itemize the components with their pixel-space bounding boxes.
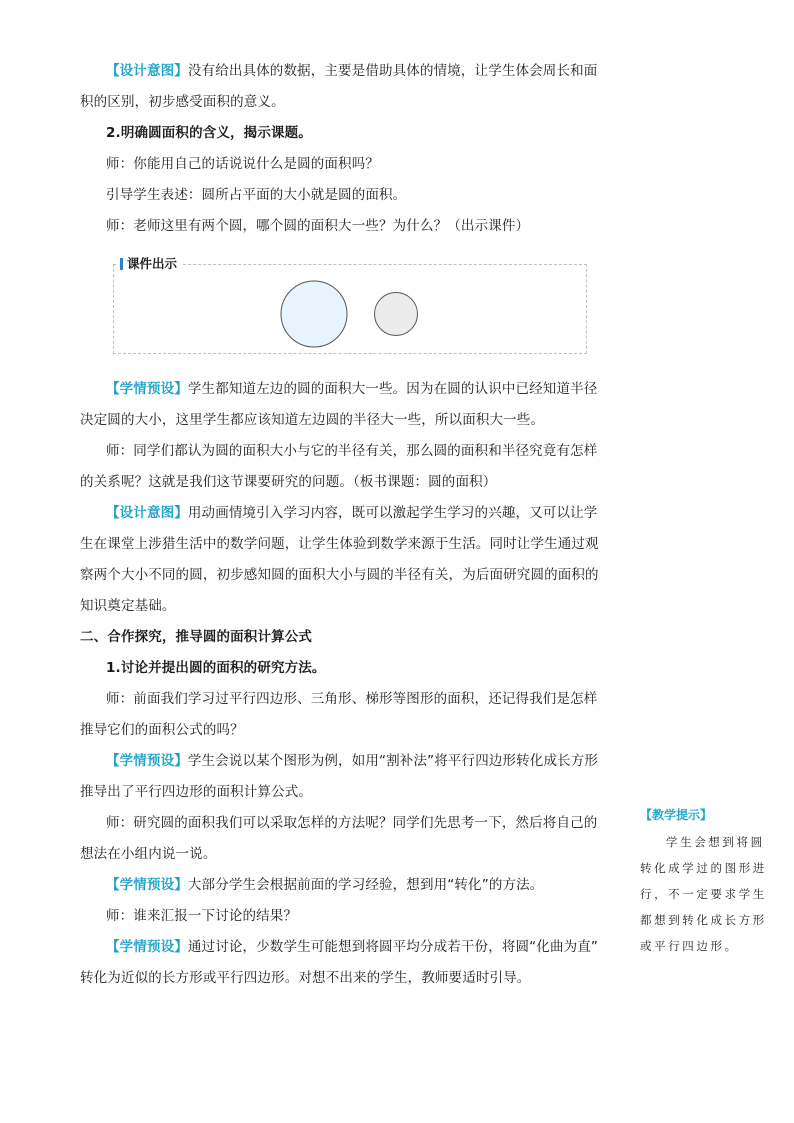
small-circle: [375, 293, 418, 336]
tag-label: 【学情预设】: [106, 381, 188, 397]
teaching-tip-line: 或平行四边形。: [640, 939, 739, 953]
paragraph-continuation: 推导出了平行四边形的面积计算公式。: [80, 784, 313, 800]
paragraph-text: 学生都知道左边的圆的面积大一些。因为在圆的认识中已经知道半径: [187, 381, 598, 397]
teacher-question: 师：你能用自己的话说说什么是圆的面积吗？: [106, 156, 379, 172]
paragraph-text: 通过讨论，少数学生可能想到将圆平均分成若干份，将圆“化曲为直”: [187, 939, 599, 955]
teacher-question-report: 师：谁来汇报一下讨论的结果？: [106, 908, 298, 924]
paragraph-text: 学生会说以某个图形为例，如用“割补法”将平行四边形转化成长方形: [187, 753, 599, 769]
subsection-heading-method: 1.讨论并提出圆的面积的研究方法。: [106, 660, 326, 676]
tag-label: 【设计意图】: [106, 505, 188, 521]
paragraph-continuation: 转化为近似的长方形或平行四边形。对想不出来的学生，教师要适时引导。: [80, 970, 531, 986]
teaching-tip-line: 都想到转化成长方形: [640, 913, 767, 927]
teaching-tip-line: 转化成学过的图形进: [640, 861, 767, 875]
paragraph-continuation: 知识奠定基础。: [80, 598, 176, 614]
paragraph-student-prediction-4: [80, 932, 610, 963]
paragraph-continuation: 察两个大小不同的圆，初步感知圆的面积大小与圆的半径有关，为后面研究圆的面积的: [80, 567, 599, 583]
paragraph-continuation: 推导它们的面积公式的吗？: [80, 722, 244, 738]
teacher-question-method: 师：研究圆的面积我们可以采取怎样的方法呢？同学们先思考一下，然后将自己的: [106, 815, 598, 831]
paragraph-text: 大部分学生会根据前面的学习经验，想到用“转化”的方法。: [187, 877, 544, 893]
paragraph-continuation: 想法在小组内说一说。: [80, 846, 217, 862]
teaching-tip-line: 行，不一定要求学生: [640, 887, 767, 901]
tag-label: 【学情预设】: [106, 939, 188, 955]
paragraph-text: 用动画情境引入学习内容，既可以激起学生学习的兴趣，又可以让学: [187, 505, 598, 521]
tag-label: 【学情预设】: [106, 753, 188, 769]
teacher-question-formulas: 师：前面我们学习过平行四边形、三角形、梯形等图形的面积，还记得我们是怎样: [106, 691, 598, 707]
paragraph-continuation: 积的区别，初步感受面积的意义。: [80, 94, 285, 110]
tag-label: 【学情预设】: [106, 877, 188, 893]
paragraph-text: 没有给出具体的数据，主要是借助具体的情境，让学生体会周长和面: [187, 63, 598, 79]
teacher-statement-radius: 师：同学们都认为圆的面积大小与它的半径有关，那么圆的面积和半径究竟有怎样: [106, 443, 598, 459]
paragraph-continuation: 决定圆的大小，这里学生都应该知道左边圆的半径大一些，所以面积大一些。: [80, 412, 545, 428]
guide-student-statement: 引导学生表述：圆所占平面的大小就是圆的面积。: [106, 187, 407, 203]
courseware-box: [113, 256, 587, 354]
lesson-content: [80, 56, 610, 994]
paragraph-design-intent-1: [80, 56, 610, 87]
paragraph-student-prediction-2: [80, 746, 610, 777]
paragraph-design-intent-2: [80, 498, 610, 529]
paragraph-student-prediction-3: [80, 870, 610, 901]
paragraph-student-prediction-1: [80, 374, 610, 405]
paragraph-continuation: 生在课堂上涉猎生活中的数学问题，让学生体验到数学来源于生活。同时让学生通过观: [80, 536, 599, 552]
section-heading-circle-area-meaning: 2.明确圆面积的含义，揭示课题。: [106, 125, 312, 141]
courseware-title-text: 课件出示: [127, 256, 178, 271]
teaching-tip-sidebar: [640, 806, 767, 959]
large-circle: [281, 281, 347, 347]
tag-label: 【设计意图】: [106, 63, 188, 79]
teacher-question-two-circles: 师：老师这里有两个圆，哪个圆的面积大一些？为什么？（出示课件）: [106, 218, 530, 234]
teaching-tip-line: 学生会想到将圆: [666, 835, 765, 849]
section-heading-explore: 二、合作探究，推导圆的面积计算公式: [80, 629, 313, 645]
paragraph-continuation: 的关系呢？这就是我们这节课要研究的问题。（板书课题：圆的面积）: [80, 474, 497, 490]
teaching-tip-title: 【教学提示】: [640, 808, 713, 822]
circles-figure: [114, 265, 586, 353]
